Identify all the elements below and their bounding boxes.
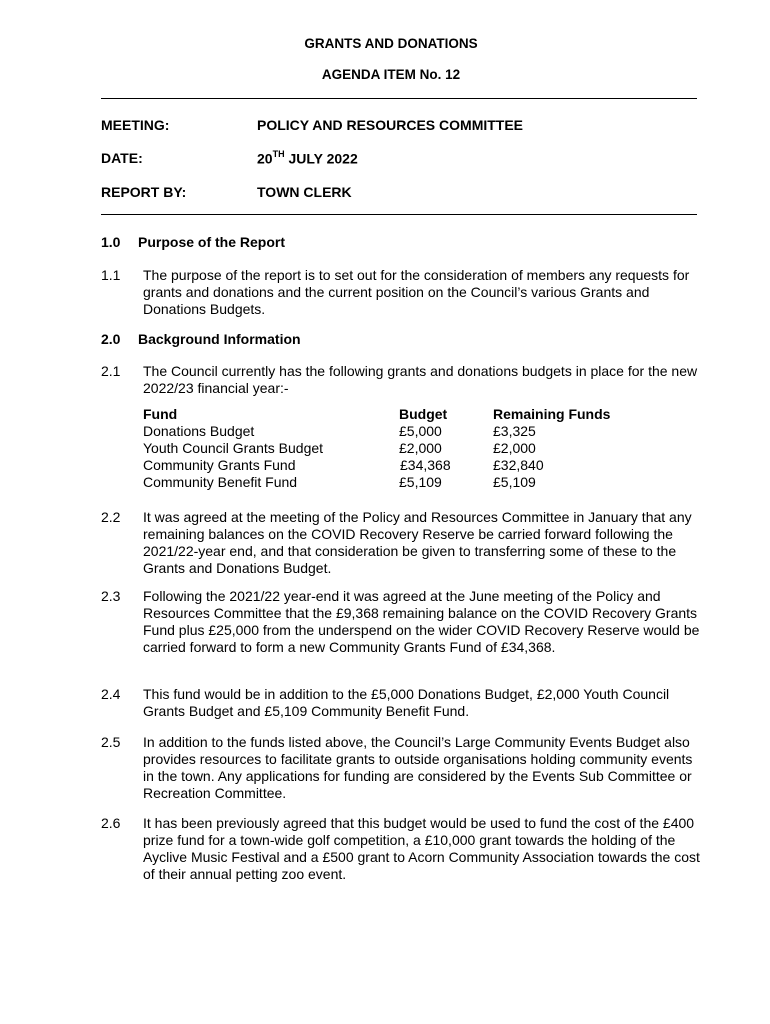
- paragraph-number: 1.1: [101, 267, 121, 283]
- fund-name: Youth Council Grants Budget: [143, 440, 324, 456]
- date-label: DATE:: [101, 150, 143, 166]
- paragraph-2-5: [101, 734, 711, 802]
- bottom-rule: [101, 214, 697, 215]
- section-heading-background: [101, 331, 301, 347]
- paragraph-2-2: [101, 509, 711, 577]
- fund-remaining: £3,325: [493, 423, 536, 439]
- document-title: GRANTS AND DONATIONS: [304, 36, 478, 51]
- fund-name: Community Benefit Fund: [143, 474, 298, 490]
- date-suffix: TH: [272, 149, 285, 159]
- report-by-label: REPORT BY:: [101, 184, 187, 200]
- section-number: 2.0: [101, 331, 121, 347]
- paragraph-1-1: [101, 267, 711, 318]
- date-rest: JULY 2022: [284, 150, 358, 167]
- paragraph-number: 2.3: [101, 588, 121, 604]
- paragraph-number: 2.1: [101, 363, 121, 379]
- paragraph-number: 2.4: [101, 686, 121, 702]
- date-value: [257, 150, 358, 167]
- section-title: Background Information: [138, 331, 301, 347]
- fund-name: Community Grants Fund: [143, 457, 296, 473]
- paragraph-text: The purpose of the report is to set out for the consideration of members any requests for grants and donations and the current position on the Council’s various Grants and Donations Budgets.: [143, 267, 690, 317]
- paragraph-2-4: [101, 686, 711, 720]
- paragraph-2-1: [101, 363, 711, 397]
- section-number: 1.0: [101, 234, 121, 250]
- paragraph-text: It has been previously agreed that this budget would be used to fund the cost of the £400 prize fund for a town-wide golf competition, a £10,000 grant towards the holding of the Ayclive Music Festival and a £500 grant to Acorn Community Association towards the cost of their annual petting zoo event.: [143, 815, 700, 882]
- paragraph-2-6: [101, 815, 711, 883]
- fund-budget: £34,368: [400, 457, 451, 473]
- paragraph-number: 2.5: [101, 734, 121, 750]
- meeting-label: MEETING:: [101, 117, 170, 133]
- report-by-value: TOWN CLERK: [257, 184, 352, 200]
- fund-remaining: £2,000: [493, 440, 536, 456]
- section-title: Purpose of the Report: [138, 234, 286, 250]
- fund-name: Donations Budget: [143, 423, 255, 439]
- agenda-item: AGENDA ITEM No. 12: [321, 67, 461, 82]
- paragraph-text: The Council currently has the following grants and donations budgets in place for the new 2022/23 financial year:-: [143, 363, 698, 396]
- paragraph-2-3: [101, 588, 711, 656]
- fund-remaining: £32,840: [493, 457, 544, 473]
- paragraph-text: Following the 2021/22 year-end it was agreed at the June meeting of the Policy and Resources Committee that the £9,368 remaining balance on the COVID Recovery Grants Fund plus £25,000 from the underspend on the wider COVID Recovery Reserve would be carried forward to form a new Community Grants Fund of £34,368.: [143, 588, 700, 655]
- paragraph-text: It was agreed at the meeting of the Policy and Resources Committee in January that any remaining balances on the COVID Recovery Reserve be carried forward following the 2021/22-year end, and that consideration be given to transferring some of these to the Grants and Donations Budget.: [143, 509, 692, 576]
- meeting-value: POLICY AND RESOURCES COMMITTEE: [257, 117, 524, 133]
- top-rule: [101, 98, 697, 99]
- paragraph-text: In addition to the funds listed above, the Council’s Large Community Events Budget also provides resources to facilitate grants to outside organisations holding community events in the town. Any applications for funding are considered by the Events Sub Committee or Recreation Committee.: [143, 734, 693, 801]
- header-remaining: Remaining Funds: [493, 406, 611, 422]
- header-fund: Fund: [143, 406, 178, 422]
- paragraph-number: 2.2: [101, 509, 121, 525]
- fund-budget: £5,109: [399, 474, 442, 490]
- fund-budget: £2,000: [399, 440, 442, 456]
- section-heading-purpose: [101, 234, 285, 250]
- date-day: 20: [257, 150, 273, 167]
- fund-budget: £5,000: [399, 423, 442, 439]
- paragraph-text: This fund would be in addition to the £5,000 Donations Budget, £2,000 Youth Council Grants Budget and £5,109 Community Benefit Fund.: [143, 686, 670, 719]
- paragraph-number: 2.6: [101, 815, 121, 831]
- header-budget: Budget: [399, 406, 448, 422]
- fund-remaining: £5,109: [493, 474, 536, 490]
